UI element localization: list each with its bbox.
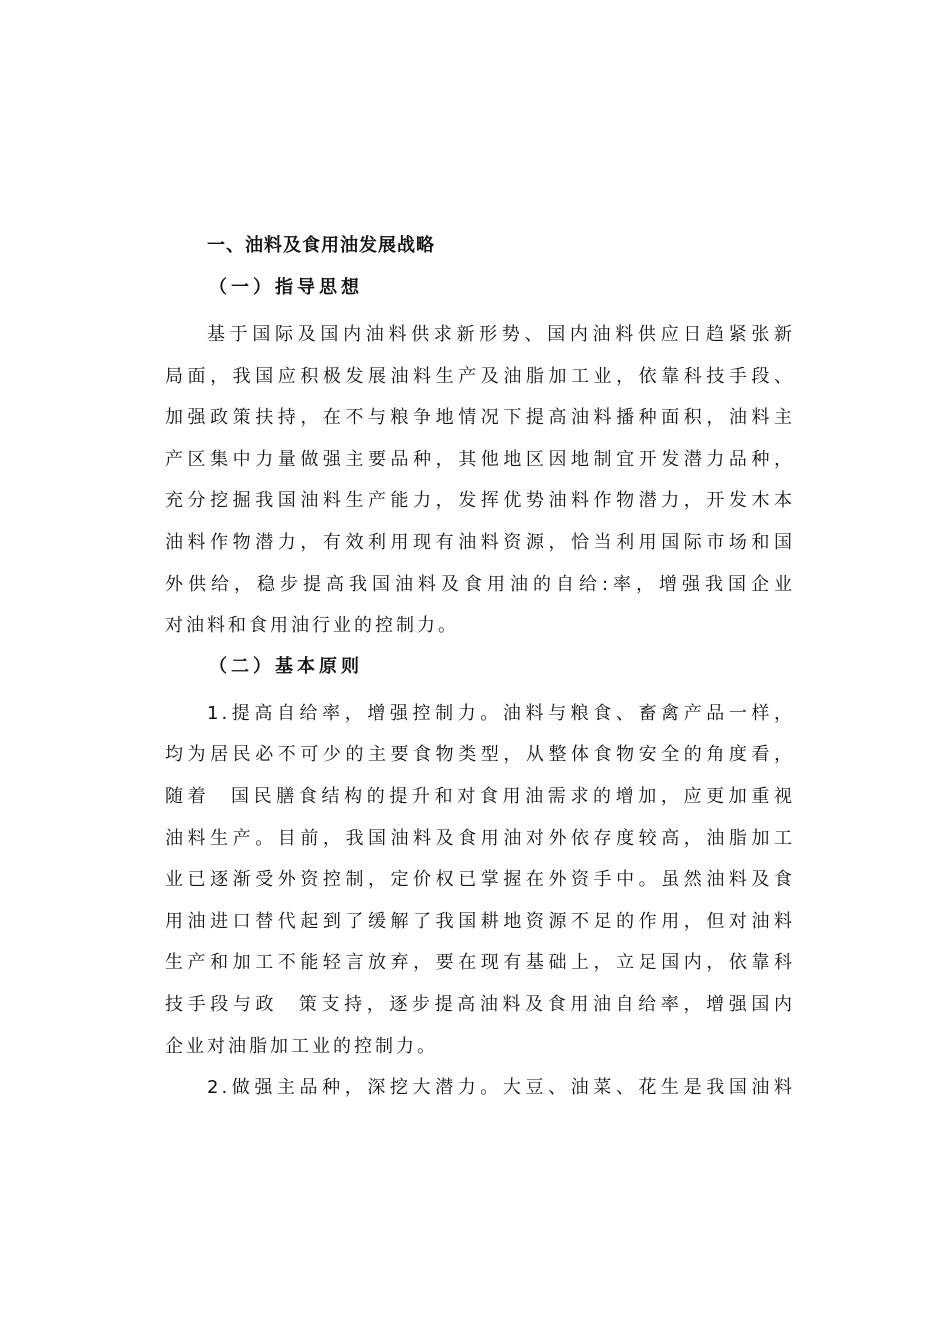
text-line: 外供给，稳步提高我国油料及食用油的自给:率，增强我国企业: [165, 573, 795, 595]
section-heading: 一、油料及食用油发展战略: [207, 235, 435, 256]
text-line: 对油料和食用油行业的控制力。: [165, 615, 459, 637]
text-line: 产区集中力量做强主要品种，其他地区因地制宜开发潜力品种，: [165, 448, 795, 470]
text-line: 业已逐渐受外资控制，定价权已掌握在外资手中。虽然油料及食: [165, 869, 795, 891]
text-line: 基于国际及国内油料供求新形势、国内油料供应日趋紧张新: [207, 324, 795, 345]
paragraph-guiding-thought: [165, 314, 795, 647]
text-line: 技手段与政 策支持，逐步提高油料及食用油自给率，增强国内: [165, 993, 795, 1015]
text-line: 生产和加工不能轻言放弃，要在现有基础上，立足国内，依靠科: [165, 952, 795, 974]
text-line: 2.做强主品种，深挖大潜力。大豆、油菜、花生是我国油料: [207, 1077, 795, 1099]
text-line: 1.提高自给率，增强控制力。油料与粮食、畜禽产品一样，: [207, 702, 795, 724]
text-line: 油料生产。目前，我国油料及食用油对外依存度较高，油脂加工: [165, 827, 795, 849]
text-line: 用油进口替代起到了缓解了我国耕地资源不足的作用，但对油料: [165, 910, 795, 932]
text-line: 企业对油脂加工业的控制力。: [165, 1035, 438, 1057]
text-line: 随着 国民膳食结构的提升和对食用油需求的增加，应更加重视: [165, 785, 795, 807]
text-line: 加强政策扶持，在不与粮争地情况下提高油料播种面积，油料主: [165, 407, 795, 429]
text-line: 局面，我国应积极发展油料生产及油脂加工业，依靠科技手段、: [165, 365, 795, 387]
subsection-title-guiding-thought: （一）指导思想: [209, 277, 363, 298]
text-line: 均为居民必不可少的主要食物类型，从整体食物安全的角度看，: [165, 744, 795, 766]
text-line: 油料作物潜力，有效利用现有油料资源，恰当利用国际市场和国: [165, 531, 795, 553]
document-body: [165, 232, 795, 1109]
text-line: 充分挖掘我国油料生产能力，发挥优势油料作物潜力，开发木本: [165, 490, 795, 512]
subsection-title-basic-principles: （二）基本原则: [209, 655, 363, 677]
paragraph-principle-1: [165, 693, 795, 1067]
paragraph-principle-2: [165, 1067, 795, 1109]
